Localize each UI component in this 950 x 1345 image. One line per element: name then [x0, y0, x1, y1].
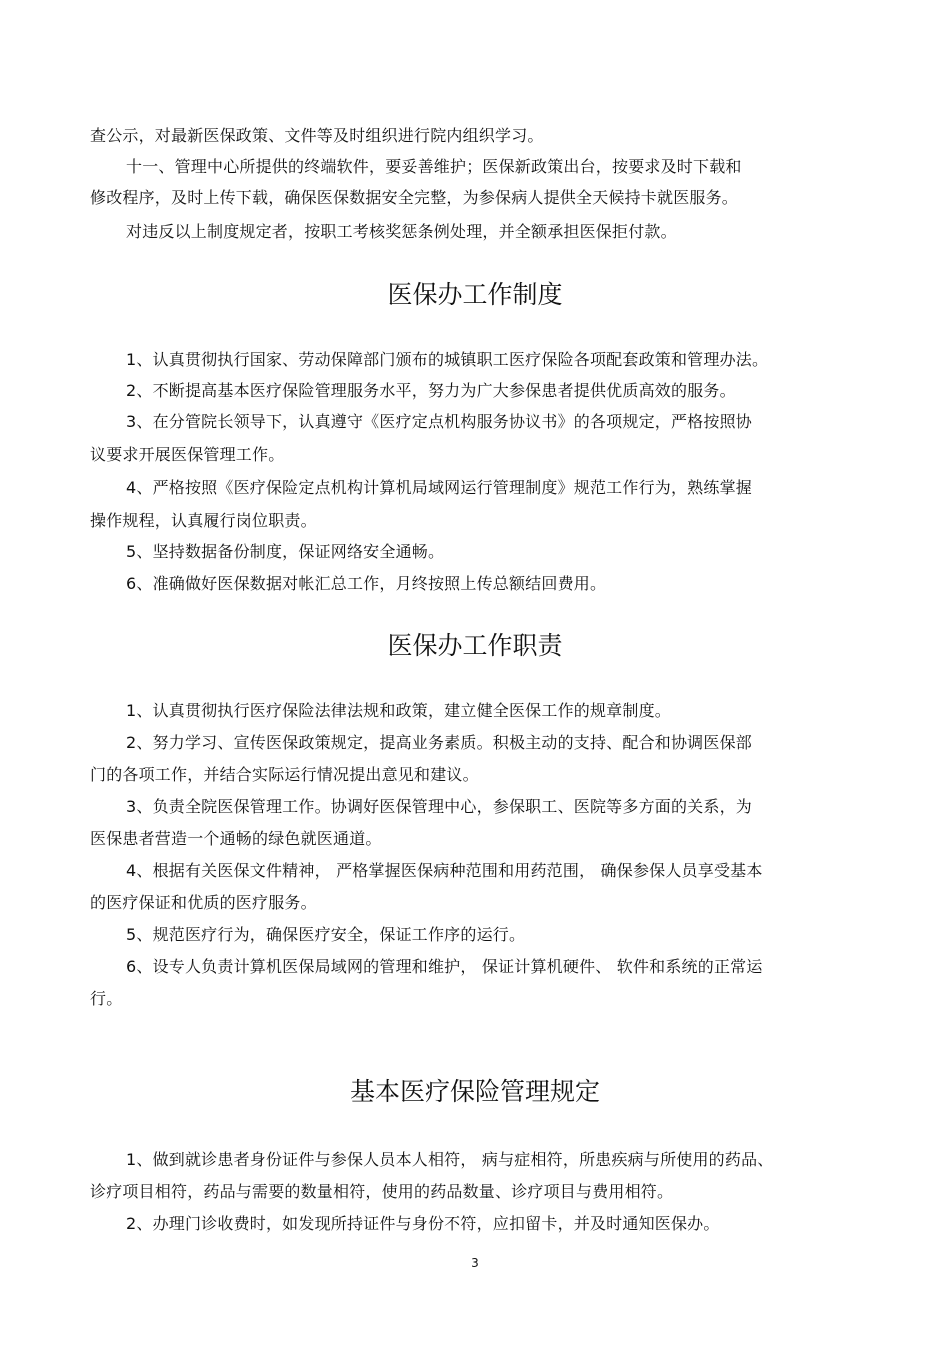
list-item: 6、准确做好医保数据对帐汇总工作，月终按照上传总额结回费用。	[126, 574, 607, 593]
paragraph-line: 查公示，对最新医保政策、文件等及时组织进行院内组织学习。	[90, 126, 544, 145]
paragraph-line: 对违反以上制度规定者，按职工考核奖惩条例处理，并全额承担医保拒付款。	[126, 222, 677, 241]
list-item-continuation: 议要求开展医保管理工作。	[90, 445, 285, 464]
section-heading: 医保办工作职责	[387, 631, 563, 660]
list-item: 1、做到就诊患者身份证件与参保人员本人相符， 病与症相符，所患疾病与所使用的药品、	[126, 1150, 774, 1169]
section-heading: 基本医疗保险管理规定	[349, 1077, 600, 1106]
list-item: 2、办理门诊收费时，如发现所持证件与身份不符，应扣留卡，并及时通知医保办。	[126, 1214, 720, 1233]
list-item: 3、负责全院医保管理工作。协调好医保管理中心，参保职工、医院等多方面的关系，为	[126, 797, 752, 816]
list-item: 2、不断提高基本医疗保险管理服务水平，努力为广大参保患者提供优质高效的服务。	[126, 381, 736, 400]
paragraph-line: 修改程序，及时上传下载，确保医保数据安全完整，为参保病人提供全天候持卡就医服务。	[90, 188, 739, 207]
list-item-continuation: 的医疗保证和优质的医疗服务。	[90, 893, 317, 912]
list-item-continuation: 操作规程，认真履行岗位职责。	[90, 511, 317, 530]
list-item: 4、根据有关医保文件精神， 严格掌握医保病种范围和用药范围， 确保参保人员享受基本	[126, 861, 763, 880]
section-heading: 医保办工作制度	[387, 280, 563, 309]
list-item: 4、严格按照《医疗保险定点机构计算机局域网运行管理制度》规范工作行为，熟练掌握	[126, 478, 752, 497]
list-item: 1、认真贯彻执行国家、劳动保障部门颁布的城镇职工医疗保险各项配套政策和管理办法。	[126, 350, 769, 369]
list-item: 5、规范医疗行为，确保医疗安全，保证工作序的运行。	[126, 925, 526, 944]
list-item-continuation: 行。	[90, 989, 123, 1008]
list-item-continuation: 医保患者营造一个通畅的绿色就医通道。	[90, 829, 382, 848]
list-item: 5、坚持数据备份制度，保证网络安全通畅。	[126, 542, 445, 561]
list-item: 2、努力学习、宣传医保政策规定，提高业务素质。积极主动的支持、配合和协调医保部	[126, 733, 752, 752]
paragraph-line: 十一、管理中心所提供的终端软件，要妥善维护；医保新政策出台，按要求及时下载和	[126, 157, 742, 176]
list-item: 1、认真贯彻执行医疗保险法律法规和政策，建立健全医保工作的规章制度。	[126, 701, 671, 720]
list-item: 3、在分管院长领导下，认真遵守《医疗定点机构服务协议书》的各项规定，严格按照协	[126, 412, 752, 431]
list-item-continuation: 诊疗项目相符，药品与需要的数量相符，使用的药品数量、诊疗项目与费用相符。	[90, 1182, 674, 1201]
list-item: 6、设专人负责计算机医保局域网的管理和维护， 保证计算机硬件、 软件和系统的正常运	[126, 957, 763, 976]
list-item-continuation: 门的各项工作，并结合实际运行情况提出意见和建议。	[90, 765, 479, 784]
page-number: 3	[471, 1256, 479, 1270]
